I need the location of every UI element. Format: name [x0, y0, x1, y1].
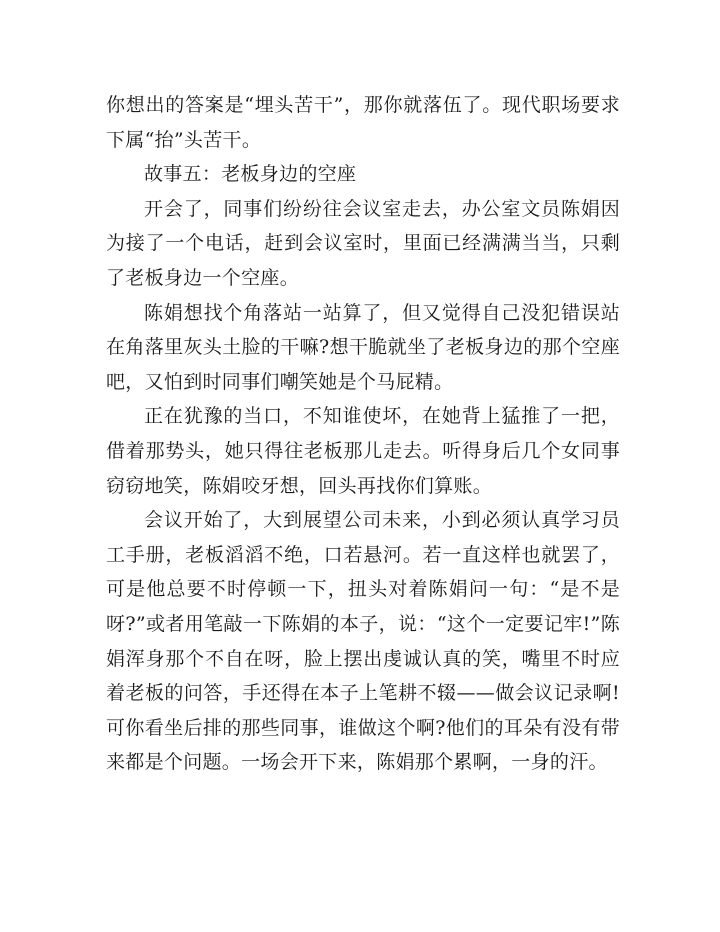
paragraph-hesitation: 陈娟想找个角落站一站算了，但又觉得自己没犯错误站在角落里灰头土脸的干嘛?想干脆就坐了老板身边的那个空座吧，又怕到时同事们嘲笑她是个马屁精。 — [106, 301, 620, 393]
paragraph-pushed: 正在犹豫的当口，不知谁使坏，在她背上猛推了一把，借着那势头，她只得往老板那儿走去。听得身后几个女同事窃窃地笑，陈娟咬牙想，回头再找你们算账。 — [106, 405, 620, 497]
document-body — [106, 88, 620, 780]
paragraph-intro-continuation: 你想出的答案是“埋头苦干”，那你就落伍了。现代职场要求下属“抬”头苦干。 — [106, 94, 620, 151]
story-heading: 故事五：老板身边的空座 — [144, 163, 357, 186]
paragraph-meeting-content: 会议开始了，大到展望公司未来，小到必须认真学习员工手册，老板滔滔不绝，口若悬河。若一直这样也就罢了，可是他总要不时停顿一下，扭头对着陈娟问一句：“是不是呀?”或者用笔敲一下陈娟的本子，说：“这个一定要记牢!”陈娟浑身那个不自在呀，脸上摆出虔诚认真的笑，嘴里不时应着老板的问答，手还得在本子上笔耕不辍——做会议记录啊!可你看坐后排的那些同事，谁做这个啊?他们的耳朵有没有带来都是个问题。一场会开下来，陈娟那个累啊，一身的汗。 — [106, 509, 620, 774]
paragraph-meeting-start: 开会了，同事们纷纷往会议室走去，办公室文员陈娟因为接了一个电话，赶到会议室时，里面已经满满当当，只剩了老板身边一个空座。 — [106, 197, 620, 289]
